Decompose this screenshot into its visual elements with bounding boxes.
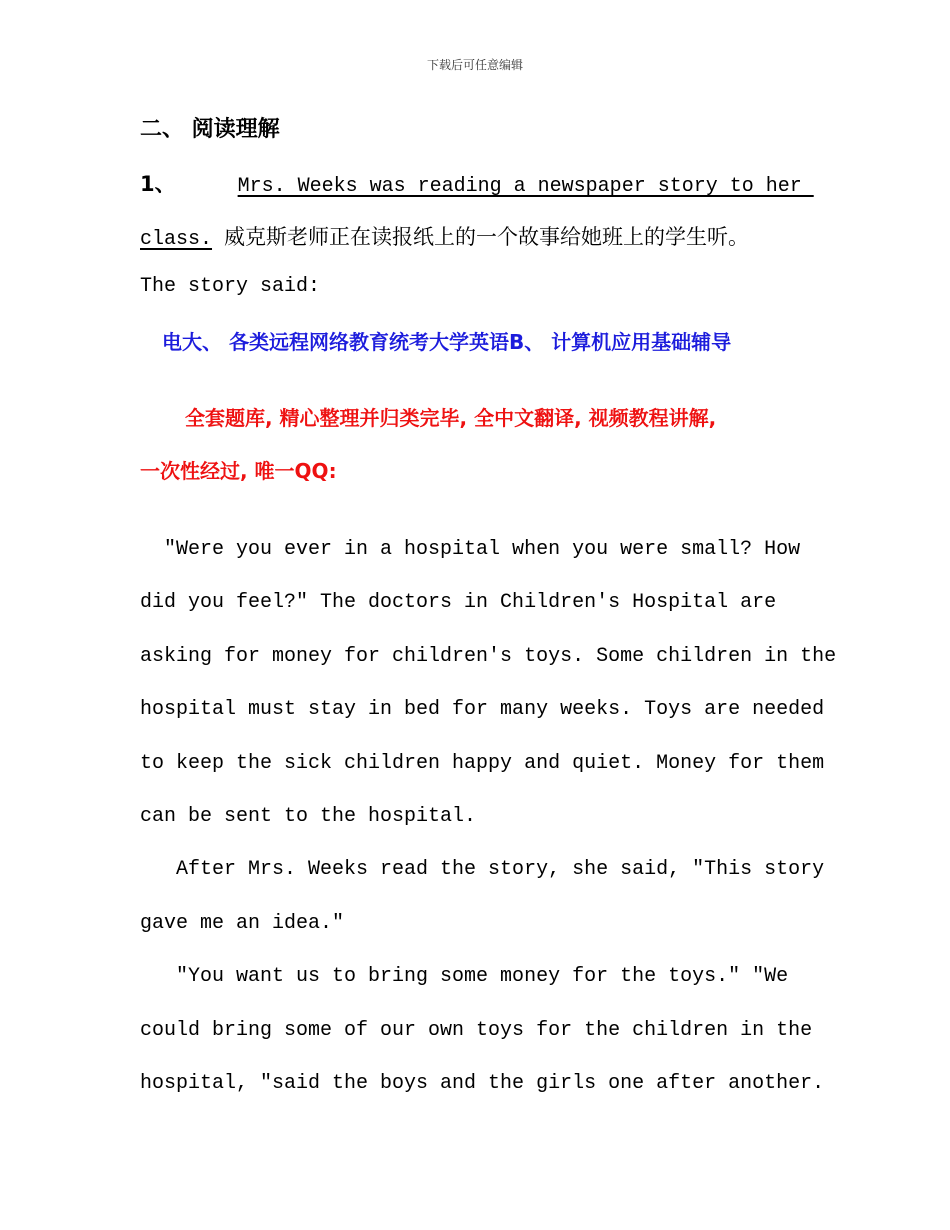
ad-red-line-1: 全套题库, 精心整理并归类完毕, 全中文翻译, 视频教程讲解,: [185, 406, 717, 430]
passage-line: hospital, "said the boys and the girls one after another.: [140, 1072, 825, 1095]
passage-line: "Were you ever in a hospital when you were small? How: [140, 538, 801, 561]
passage-line: "You want us to bring some money for the toys." "We: [140, 965, 789, 988]
question-chinese-translation: 威克斯老师正在读报纸上的一个故事给她班上的学生听。: [224, 225, 750, 249]
question-line-1: [140, 168, 814, 198]
question-number: 1、: [140, 172, 176, 196]
passage-line: hospital must stay in bed for many weeks. Toys are needed: [140, 698, 825, 721]
section-title: 二、 阅读理解: [140, 117, 280, 142]
page-header: 下载后可任意编辑: [426, 58, 523, 72]
question-english-line-1: Mrs. Weeks was reading a newspaper story to her: [237, 175, 814, 198]
question-line-3: The story said:: [140, 275, 321, 298]
passage-line: could bring some of our own toys for the children in the: [140, 1019, 813, 1042]
passage-line: gave me an idea.": [140, 912, 345, 935]
question-line-2: [140, 221, 749, 251]
question-english-line-2: class.: [140, 228, 213, 251]
passage-line: can be sent to the hospital.: [140, 805, 477, 828]
passage-line: to keep the sick children happy and quiet. Money for them: [140, 752, 825, 775]
passage-line: After Mrs. Weeks read the story, she said, "This story: [140, 858, 825, 881]
ad-blue-line: 电大、 各类远程网络教育统考大学英语B、 计算机应用基础辅导: [162, 330, 732, 354]
passage-line: asking for money for children's toys. Some children in the: [140, 645, 837, 668]
passage-line: did you feel?" The doctors in Children's Hospital are: [140, 591, 777, 614]
ad-red-line-2: 一次性经过, 唯一QQ:: [140, 459, 337, 483]
